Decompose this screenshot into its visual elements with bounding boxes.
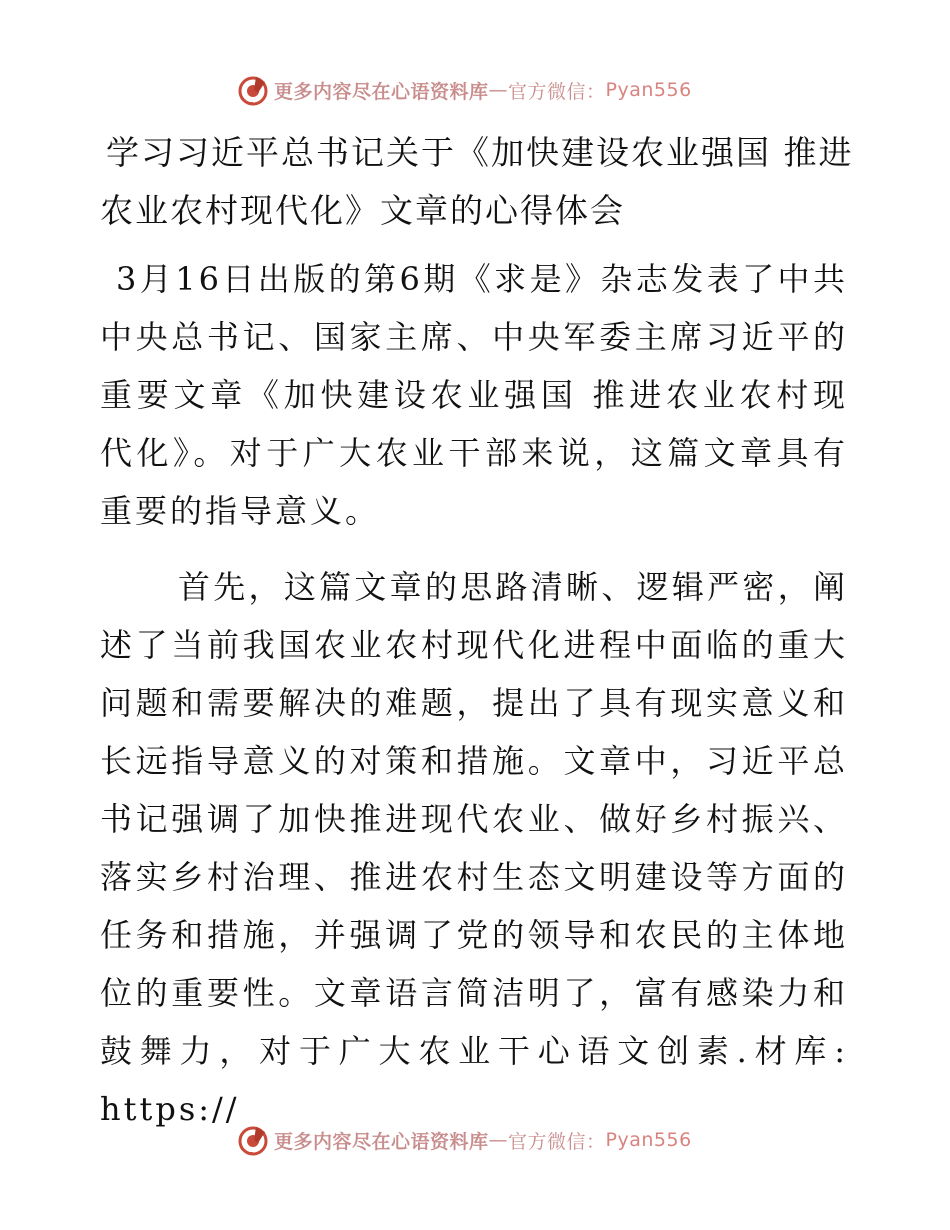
pen-circle-logo-icon (236, 73, 270, 107)
document-title: 学习习近平总书记关于《加快建设农业强国 推进农业农村现代化》文章的心得体会 (100, 133, 854, 230)
banner-main-text: 更多内容尽在心语资料库 (274, 1130, 489, 1153)
banner-wechat-label: 官方微信： (508, 80, 606, 103)
banner-wechat-id: Pyan556 (605, 1129, 692, 1151)
banner-main-text: 更多内容尽在心语资料库 (274, 80, 489, 103)
paragraph-1: 3月16日出版的第6期《求是》杂志发表了中共中央总书记、国家主席、中央军委主席习近平的重要文章《加快建设农业强国 推进农业农村现代化》。对于广大农业干部来说，这篇文章具有重要的指导意义。 (100, 260, 848, 530)
paragraph-2: 首先，这篇文章的思路清晰、逻辑严密，阐述了当前我国农业农村现代化进程中面临的重大问题和需要解决的难题，提出了具有现实意义和长远指导意义的对策和措施。文章中，习近平总书记强调了加快推进现代农业、做好乡村振兴、落实乡村治理、推进农村生态文明建设等方面的任务和措施，并强调了党的领导和农民的主体地位的重要性。文章语言简洁明了，富有感染力和鼓舞力，对于广大农业干心语文创素.材库: https:// (100, 568, 848, 1128)
header-banner (236, 72, 692, 108)
pen-circle-logo-icon (236, 1123, 270, 1157)
banner-dash: — (488, 1129, 509, 1151)
banner-wechat-label: 官方微信： (508, 1130, 606, 1153)
banner-dash: — (488, 79, 509, 101)
footer-banner (236, 1122, 692, 1158)
banner-wechat-id: Pyan556 (605, 79, 692, 101)
